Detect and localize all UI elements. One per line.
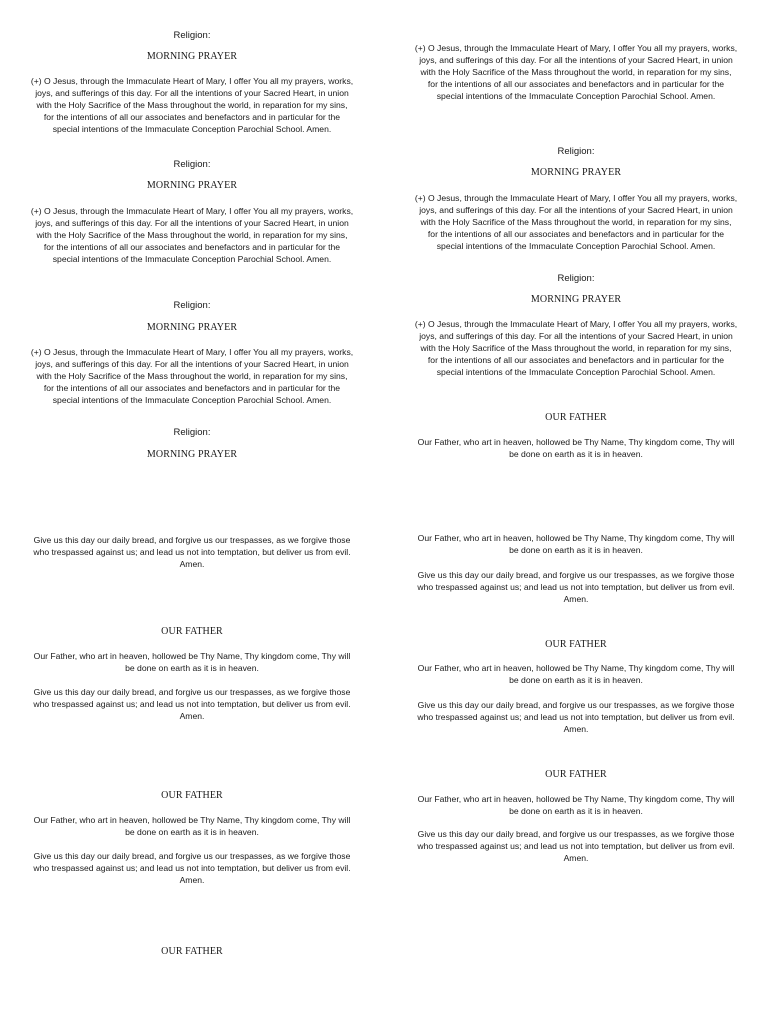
text-line: who trespassed against us; and lead us not into temptation, but deliver us from evil. <box>417 712 735 722</box>
text-line: (+) O Jesus, through the Immaculate Heart of Mary, I offer You all my prayers, works, <box>414 43 738 53</box>
text-line: with the Holy Sacrifice of the Mass throughout the world, in reparation for my sins, <box>36 100 348 110</box>
text-line: joys, and sufferings of this day. For all the intentions of your Sacred Heart, in union <box>419 331 733 341</box>
text-line: with the Holy Sacrifice of the Mass throughout the world, in reparation for my sins, <box>36 230 348 240</box>
text-line: who trespassed against us; and lead us not into temptation, but deliver us from evil. <box>33 547 351 557</box>
text-line: special intentions of the Immaculate Conception Parochial School. Amen. <box>436 241 716 251</box>
text-line: for the intentions of all our associates and benefactors and in particular for the <box>427 229 725 239</box>
text-line: with the Holy Sacrifice of the Mass throughout the world, in reparation for my sins, <box>420 343 732 353</box>
text-line: special intentions of the Immaculate Conception Parochial School. Amen. <box>436 367 716 377</box>
prayer-paragraph <box>0 75 384 135</box>
religion-label: Religion: <box>173 300 211 311</box>
text-line: with the Holy Sacrifice of the Mass throughout the world, in reparation for my sins, <box>420 217 732 227</box>
religion-label: Religion: <box>557 146 595 157</box>
prayer-paragraph <box>0 534 384 570</box>
section-heading: MORNING PRAYER <box>146 51 238 62</box>
text-line: who trespassed against us; and lead us not into temptation, but deliver us from evil. <box>33 699 351 709</box>
text-line: joys, and sufferings of this day. For all the intentions of your Sacred Heart, in union <box>35 218 349 228</box>
text-line: be done on earth as it is in heaven. <box>125 663 259 673</box>
text-line: Amen. <box>563 724 589 734</box>
prayer-paragraph <box>384 436 768 460</box>
text-line: be done on earth as it is in heaven. <box>509 545 643 555</box>
religion-label: Religion: <box>173 30 211 41</box>
text-line: for the intentions of all our associates and benefactors and in particular for the <box>43 112 341 122</box>
prayer-paragraph <box>0 850 384 886</box>
text-line: Our Father, who art in heaven, hollowed be Thy Name, Thy kingdom come, Thy will <box>33 651 351 661</box>
text-line: Give us this day our daily bread, and forgive us our trespasses, as we forgive those <box>417 570 735 580</box>
text-line: Our Father, who art in heaven, hollowed be Thy Name, Thy kingdom come, Thy will <box>417 437 735 447</box>
section-heading: OUR FATHER <box>161 626 223 637</box>
section-heading: OUR FATHER <box>161 946 223 957</box>
text-line: joys, and sufferings of this day. For all the intentions of your Sacred Heart, in union <box>419 55 733 65</box>
section-heading: MORNING PRAYER <box>530 294 622 305</box>
text-line: Our Father, who art in heaven, hollowed be Thy Name, Thy kingdom come, Thy will <box>33 815 351 825</box>
section-heading: MORNING PRAYER <box>530 167 622 178</box>
prayer-paragraph <box>384 192 768 252</box>
text-line: be done on earth as it is in heaven. <box>509 449 643 459</box>
prayer-paragraph <box>384 662 768 686</box>
text-line: who trespassed against us; and lead us not into temptation, but deliver us from evil. <box>33 863 351 873</box>
section-heading: OUR FATHER <box>545 769 607 780</box>
text-line: special intentions of the Immaculate Conception Parochial School. Amen. <box>436 91 716 101</box>
prayer-paragraph <box>0 686 384 722</box>
prayer-paragraph <box>384 699 768 735</box>
text-line: for the intentions of all our associates and benefactors and in particular for the <box>427 79 725 89</box>
religion-label: Religion: <box>173 427 211 438</box>
section-heading: OUR FATHER <box>545 412 607 423</box>
prayer-paragraph <box>0 346 384 406</box>
section-heading: OUR FATHER <box>161 790 223 801</box>
section-heading: MORNING PRAYER <box>146 449 238 460</box>
prayer-paragraph <box>0 814 384 838</box>
text-line: Give us this day our daily bread, and forgive us our trespasses, as we forgive those <box>33 687 351 697</box>
text-line: be done on earth as it is in heaven. <box>125 827 259 837</box>
prayer-paragraph <box>0 205 384 265</box>
text-line: Give us this day our daily bread, and forgive us our trespasses, as we forgive those <box>33 535 351 545</box>
section-heading: MORNING PRAYER <box>146 180 238 191</box>
text-line: for the intentions of all our associates and benefactors and in particular for the <box>427 355 725 365</box>
text-line: (+) O Jesus, through the Immaculate Heart of Mary, I offer You all my prayers, works, <box>30 76 354 86</box>
text-line: special intentions of the Immaculate Conception Parochial School. Amen. <box>52 395 332 405</box>
prayer-paragraph <box>384 828 768 864</box>
prayer-paragraph <box>384 42 768 102</box>
prayer-paragraph <box>384 318 768 378</box>
text-line: Give us this day our daily bread, and forgive us our trespasses, as we forgive those <box>417 829 735 839</box>
text-line: Amen. <box>563 853 589 863</box>
text-line: who trespassed against us; and lead us not into temptation, but deliver us from evil. <box>417 582 735 592</box>
religion-label: Religion: <box>557 273 595 284</box>
text-line: for the intentions of all our associates and benefactors and in particular for the <box>43 383 341 393</box>
text-line: joys, and sufferings of this day. For all the intentions of your Sacred Heart, in union <box>419 205 733 215</box>
prayer-paragraph <box>384 569 768 605</box>
text-line: Our Father, who art in heaven, hollowed be Thy Name, Thy kingdom come, Thy will <box>417 533 735 543</box>
text-line: Amen. <box>563 594 589 604</box>
text-line: Amen. <box>179 875 205 885</box>
text-line: be done on earth as it is in heaven. <box>509 675 643 685</box>
prayer-paragraph <box>0 650 384 674</box>
text-line: (+) O Jesus, through the Immaculate Heart of Mary, I offer You all my prayers, works, <box>30 206 354 216</box>
text-line: (+) O Jesus, through the Immaculate Heart of Mary, I offer You all my prayers, works, <box>414 193 738 203</box>
text-line: special intentions of the Immaculate Conception Parochial School. Amen. <box>52 124 332 134</box>
text-line: special intentions of the Immaculate Conception Parochial School. Amen. <box>52 254 332 264</box>
section-heading: MORNING PRAYER <box>146 322 238 333</box>
text-line: Amen. <box>179 711 205 721</box>
text-line: (+) O Jesus, through the Immaculate Heart of Mary, I offer You all my prayers, works, <box>414 319 738 329</box>
text-line: Give us this day our daily bread, and forgive us our trespasses, as we forgive those <box>417 700 735 710</box>
text-line: joys, and sufferings of this day. For all the intentions of your Sacred Heart, in union <box>35 359 349 369</box>
text-line: who trespassed against us; and lead us not into temptation, but deliver us from evil. <box>417 841 735 851</box>
section-heading: OUR FATHER <box>545 639 607 650</box>
text-line: Give us this day our daily bread, and forgive us our trespasses, as we forgive those <box>33 851 351 861</box>
prayer-paragraph <box>384 793 768 817</box>
text-line: be done on earth as it is in heaven. <box>509 806 643 816</box>
prayer-paragraph <box>384 532 768 556</box>
text-line: for the intentions of all our associates and benefactors and in particular for the <box>43 242 341 252</box>
text-line: with the Holy Sacrifice of the Mass throughout the world, in reparation for my sins, <box>36 371 348 381</box>
text-line: with the Holy Sacrifice of the Mass throughout the world, in reparation for my sins, <box>420 67 732 77</box>
religion-label: Religion: <box>173 159 211 170</box>
text-line: Amen. <box>179 559 205 569</box>
text-line: Our Father, who art in heaven, hollowed be Thy Name, Thy kingdom come, Thy will <box>417 663 735 673</box>
right-column <box>384 0 768 1024</box>
text-line: Our Father, who art in heaven, hollowed be Thy Name, Thy kingdom come, Thy will <box>417 794 735 804</box>
text-line: joys, and sufferings of this day. For all the intentions of your Sacred Heart, in union <box>35 88 349 98</box>
text-line: (+) O Jesus, through the Immaculate Heart of Mary, I offer You all my prayers, works, <box>30 347 354 357</box>
